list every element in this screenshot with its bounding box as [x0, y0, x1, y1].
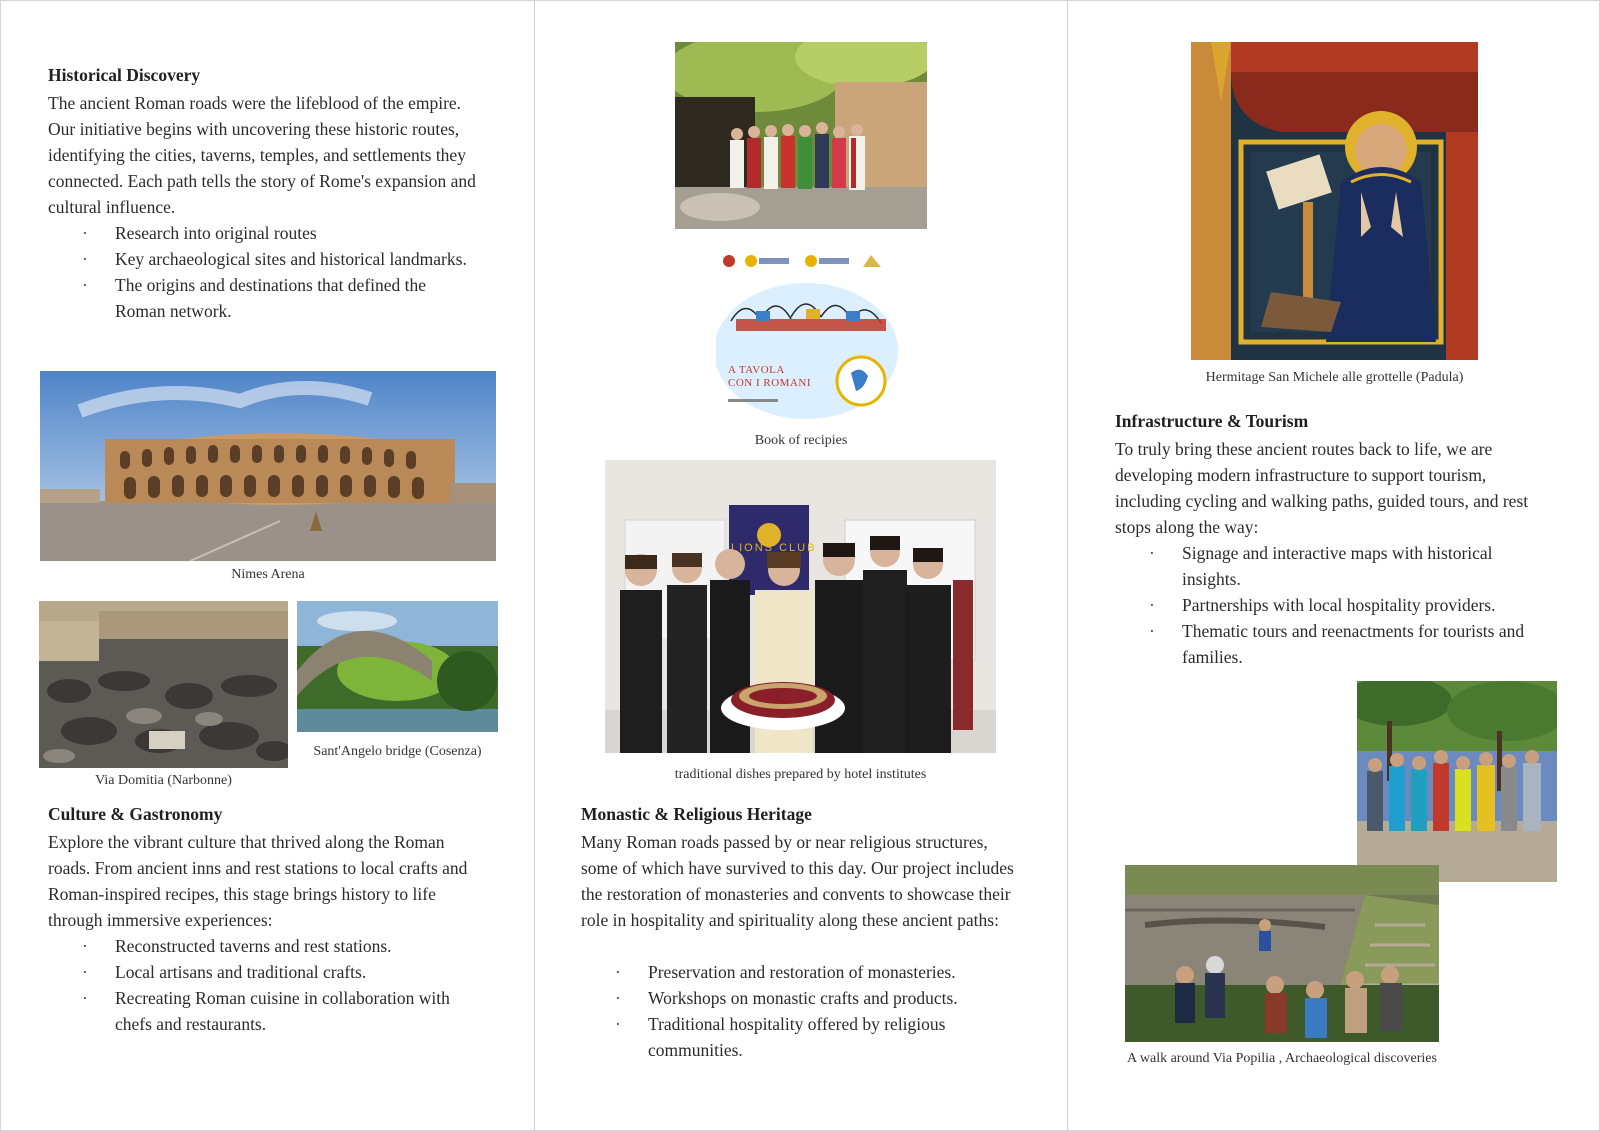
list-item: · Preservation and restoration of monasteries. — [581, 959, 1021, 985]
culture-gastronomy-heading: Culture & Gastronomy — [48, 804, 223, 824]
book-caption: Book of recipies — [754, 433, 848, 448]
list-item: · Signage and interactive maps with historical insights. — [1115, 540, 1555, 592]
infrastructure-tourism-list — [1115, 540, 1555, 670]
santangelo-bridge-caption: Sant'Angelo bridge (Cosenza) — [313, 744, 482, 759]
list-item: · Recreating Roman cuisine in collaboration with chefs and restaurants. — [48, 985, 488, 1037]
monastic-heritage-paragraph: Many Roman roads passed by or near religious structures, some of which have survived to this day. Our project includes the restoration of monasteries and convents to showcase their role in hospitality and spirituality along these ancient paths: — [581, 832, 1014, 930]
sponsor-logo-icon — [805, 255, 817, 267]
hotel-institute-photo — [605, 460, 996, 753]
list-item: · Traditional hospitality offered by religious communities. — [581, 1011, 1021, 1063]
via-domitia-caption: Via Domitia (Narbonne) — [95, 773, 232, 788]
roman-costume-group-photo — [675, 42, 927, 229]
historical-discovery-list — [48, 220, 468, 324]
nimes-arena-photo — [40, 371, 496, 561]
list-item: · Thematic tours and reenactments for tourists and families. — [1115, 618, 1555, 670]
list-item: · The origins and destinations that defined the Roman network. — [48, 272, 468, 324]
hikers-group-photo — [1357, 681, 1557, 882]
panel-divider-right — [1067, 1, 1068, 1130]
book-title-line1: A TAVOLA — [728, 364, 785, 376]
santangelo-bridge-photo — [297, 601, 498, 732]
list-item: · Local artisans and traditional crafts. — [48, 959, 488, 985]
list-item: · Partnerships with local hospitality providers. — [1115, 592, 1555, 618]
book-cover-title — [728, 364, 811, 390]
nimes-arena-caption: Nimes Arena — [231, 567, 305, 582]
sponsor-logos-row — [721, 251, 887, 271]
hotel-institute-caption: traditional dishes prepared by hotel institutes — [674, 767, 927, 782]
monastic-heritage-list — [581, 959, 1021, 1063]
culture-gastronomy-paragraph: Explore the vibrant culture that thrived along the Roman roads. From ancient inns and rest stations to local crafts and Roman-inspired recipes, this stage brings history to life through immersive experiences: — [48, 832, 468, 930]
culture-gastronomy-list — [48, 933, 488, 1037]
via-domitia-photo — [39, 601, 288, 768]
monastic-heritage-heading: Monastic & Religious Heritage — [581, 804, 812, 824]
hermitage-fresco-photo — [1191, 42, 1478, 360]
hermitage-caption: Hermitage San Michele alle grottelle (Padula) — [1205, 370, 1464, 385]
sponsor-logo-icon — [745, 255, 757, 267]
historical-discovery-heading: Historical Discovery — [48, 65, 201, 85]
banner-text: LIONS CLUB — [731, 542, 817, 554]
historical-discovery-paragraph: The ancient Roman roads were the lifeblood of the empire. Our initiative begins with uncovering these historic routes, identifying the cities, taverns, temples, and settlements they connected. Each path tells the story of Rome's expansion and cultural influence. — [48, 93, 476, 217]
infrastructure-tourism-paragraph: To truly bring these ancient routes back to life, we are developing modern infrastructure to support tourism, including cycling and walking paths, guided tours, and rest stops along the way: — [1115, 439, 1529, 537]
sponsor-logo-icon — [863, 255, 881, 267]
book-title-line2: CON I ROMANI — [728, 377, 811, 389]
list-item: · Workshops on monastic crafts and products. — [581, 985, 1021, 1011]
list-item: · Research into original routes — [48, 220, 468, 246]
via-popilia-caption: A walk around Via Popilia , Archaeological discoveries — [1127, 1051, 1437, 1066]
list-item: · Key archaeological sites and historical landmarks. — [48, 246, 468, 272]
via-popilia-walk-photo — [1125, 865, 1439, 1042]
sponsor-logo-icon — [723, 255, 735, 267]
list-item: · Reconstructed taverns and rest stations. — [48, 933, 488, 959]
panel-divider-left — [534, 1, 535, 1130]
book-cover-image — [716, 281, 899, 419]
infrastructure-tourism-heading: Infrastructure & Tourism — [1115, 411, 1309, 431]
